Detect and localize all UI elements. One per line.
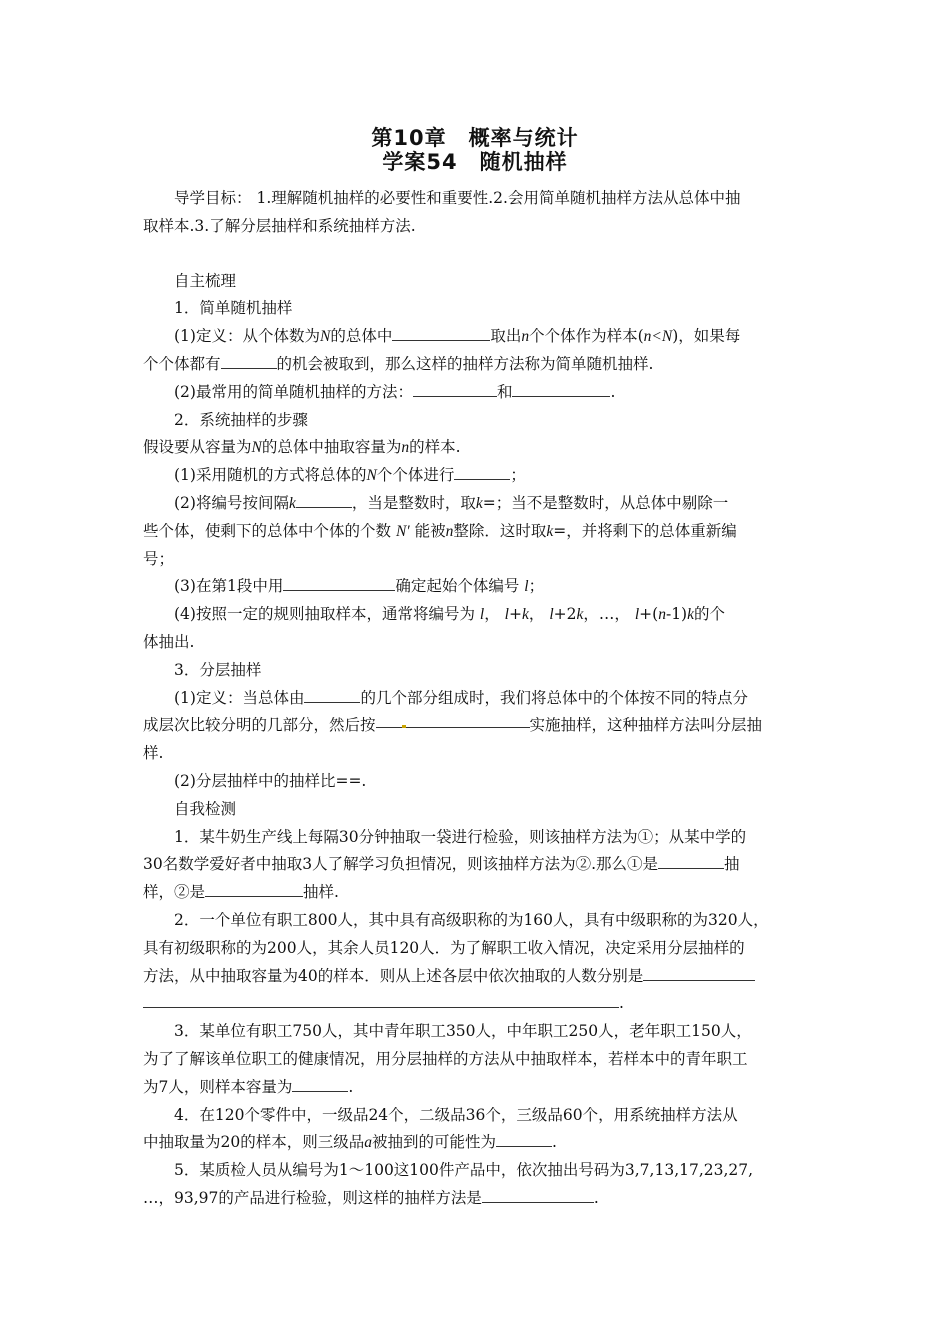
s2-step2-end: 号； [143, 549, 175, 568]
answer-blank [658, 853, 724, 869]
s3-definition: (1)定义：当总体由 的几个部分组成时，我们将总体中的个体按不同的特点分 [174, 688, 748, 707]
yellow-mark [402, 725, 406, 728]
answer-blank [292, 1076, 348, 1092]
section-heading-review: 自主梳理 [174, 271, 237, 290]
answer-blank [482, 1187, 594, 1203]
s2-step1: (1)采用随机的方式将总体的N个个体进行 ； [174, 466, 526, 485]
document-body [143, 185, 807, 1213]
question-5-cont: …，93,97的产品进行检验，则这样的抽样方法是 . [143, 1188, 599, 1207]
question-3-end: 为7人，则样本容量为 . [143, 1077, 354, 1096]
answer-blank [205, 881, 303, 897]
s1-heading: 1．简单随机抽样 [174, 299, 293, 318]
answer-blank [296, 492, 352, 508]
s3-ratio: (2)分层抽样中的抽样比==. [174, 771, 367, 790]
s3-heading: 3．分层抽样 [174, 660, 262, 679]
answer-blank [512, 381, 610, 397]
answer-blank [143, 992, 619, 1008]
answer-blank [392, 325, 490, 341]
question-2: 2．一个单位有职工800人，其中具有高级职称的为160人，具有中级职称的为320人， [174, 910, 769, 929]
s3-definition-cont: 成层次比较分明的几部分，然后按 实施抽样，这种抽样方法叫分层抽 [143, 712, 807, 740]
s1-methods: (2)最常用的简单随机抽样的方法： 和 . [174, 382, 616, 401]
s3-definition-end: 样. [143, 744, 164, 763]
question-4: 4．在120个零件中，一级品24个，二级品36个，三级品60个，用系统抽样方法从 [174, 1105, 738, 1124]
answer-blank [454, 464, 510, 480]
answer-blank [496, 1131, 552, 1147]
learning-goals-cont: 取样本.3.了解分层抽样和系统抽样方法. [143, 216, 416, 235]
s1-definition-cont: 个个体都有 的机会被取到，那么这样的抽样方法称为简单随机抽样. [143, 354, 654, 373]
question-3-cont: 为了了解该单位职工的健康情况，用分层抽样的方法从中抽取样本，若样本中的青年职工 [143, 1049, 748, 1068]
learning-goals: 导学目标： 1.理解随机抽样的必要性和重要性.2.会用简单随机抽样方法从总体中抽 [174, 189, 741, 207]
question-1-cont: 30名数学爱好者中抽取3人了解学习负担情况，则该抽样方法为②.那么①是 抽 [143, 855, 740, 874]
lesson-title: 学案54 随机抽样 [382, 150, 568, 174]
s2-intro: 假设要从容量为N的总体中抽取容量为n的样本. [143, 438, 461, 457]
question-5: 5．某质检人员从编号为1～100这100件产品中，依次抽出号码为3,7,13,17,23,27, [174, 1161, 754, 1180]
answer-blank [304, 687, 360, 703]
question-1-end: 样，②是 抽样. [143, 883, 339, 902]
section-heading-selftest: 自我检测 [174, 799, 237, 818]
answer-blank [643, 965, 755, 981]
question-3: 3．某单位有职工750人，其中青年职工350人，中年职工250人，老年职工150人， [174, 1022, 752, 1041]
s2-step2: (2)将编号按间隔k ，当是整数时，取k=；当不是整数时，从总体中剔除一 [174, 493, 729, 512]
answer-blank [283, 575, 395, 591]
s1-definition: (1)定义：从个体数为N的总体中 取出n个个体作为样本(n<N)，如果每 [174, 327, 741, 346]
question-4-cont: 中抽取量为20的样本，则三级品a被抽到的可能性为 . [143, 1133, 557, 1152]
s2-step4: (4)按照一定的规则抽取样本，通常将编号为 l， l+k， l+2k，…， l+(n-1)k的个 [174, 605, 726, 624]
chapter-title: 第10章 概率与统计 [371, 126, 579, 150]
s2-step4-cont: 体抽出. [143, 632, 195, 651]
question-2-end: . [143, 990, 807, 1018]
s2-step2-cont: 些个体，使剩下的总体中个体的个数 N′ 能被n整除．这时取k=，并将剩下的总体重新编 [143, 521, 737, 540]
s2-step3: (3)在第1段中用 确定起始个体编号 l； [174, 577, 545, 596]
question-1: 1．某牛奶生产线上每隔30分钟抽取一袋进行检验，则该抽样方法为①；从某中学的 [174, 827, 747, 846]
answer-blank [221, 353, 277, 369]
answer-blank [376, 712, 530, 728]
question-2-cont: 具有初级职称的为200人，其余人员120人．为了解职工收入情况，决定采用分层抽样的 [143, 938, 745, 957]
question-2-blank-line: 方法，从中抽取容量为40的样本．则从上述各层中依次抽取的人数分别是 [143, 963, 807, 991]
answer-blank [413, 381, 497, 397]
s2-heading: 2．系统抽样的步骤 [174, 410, 308, 429]
